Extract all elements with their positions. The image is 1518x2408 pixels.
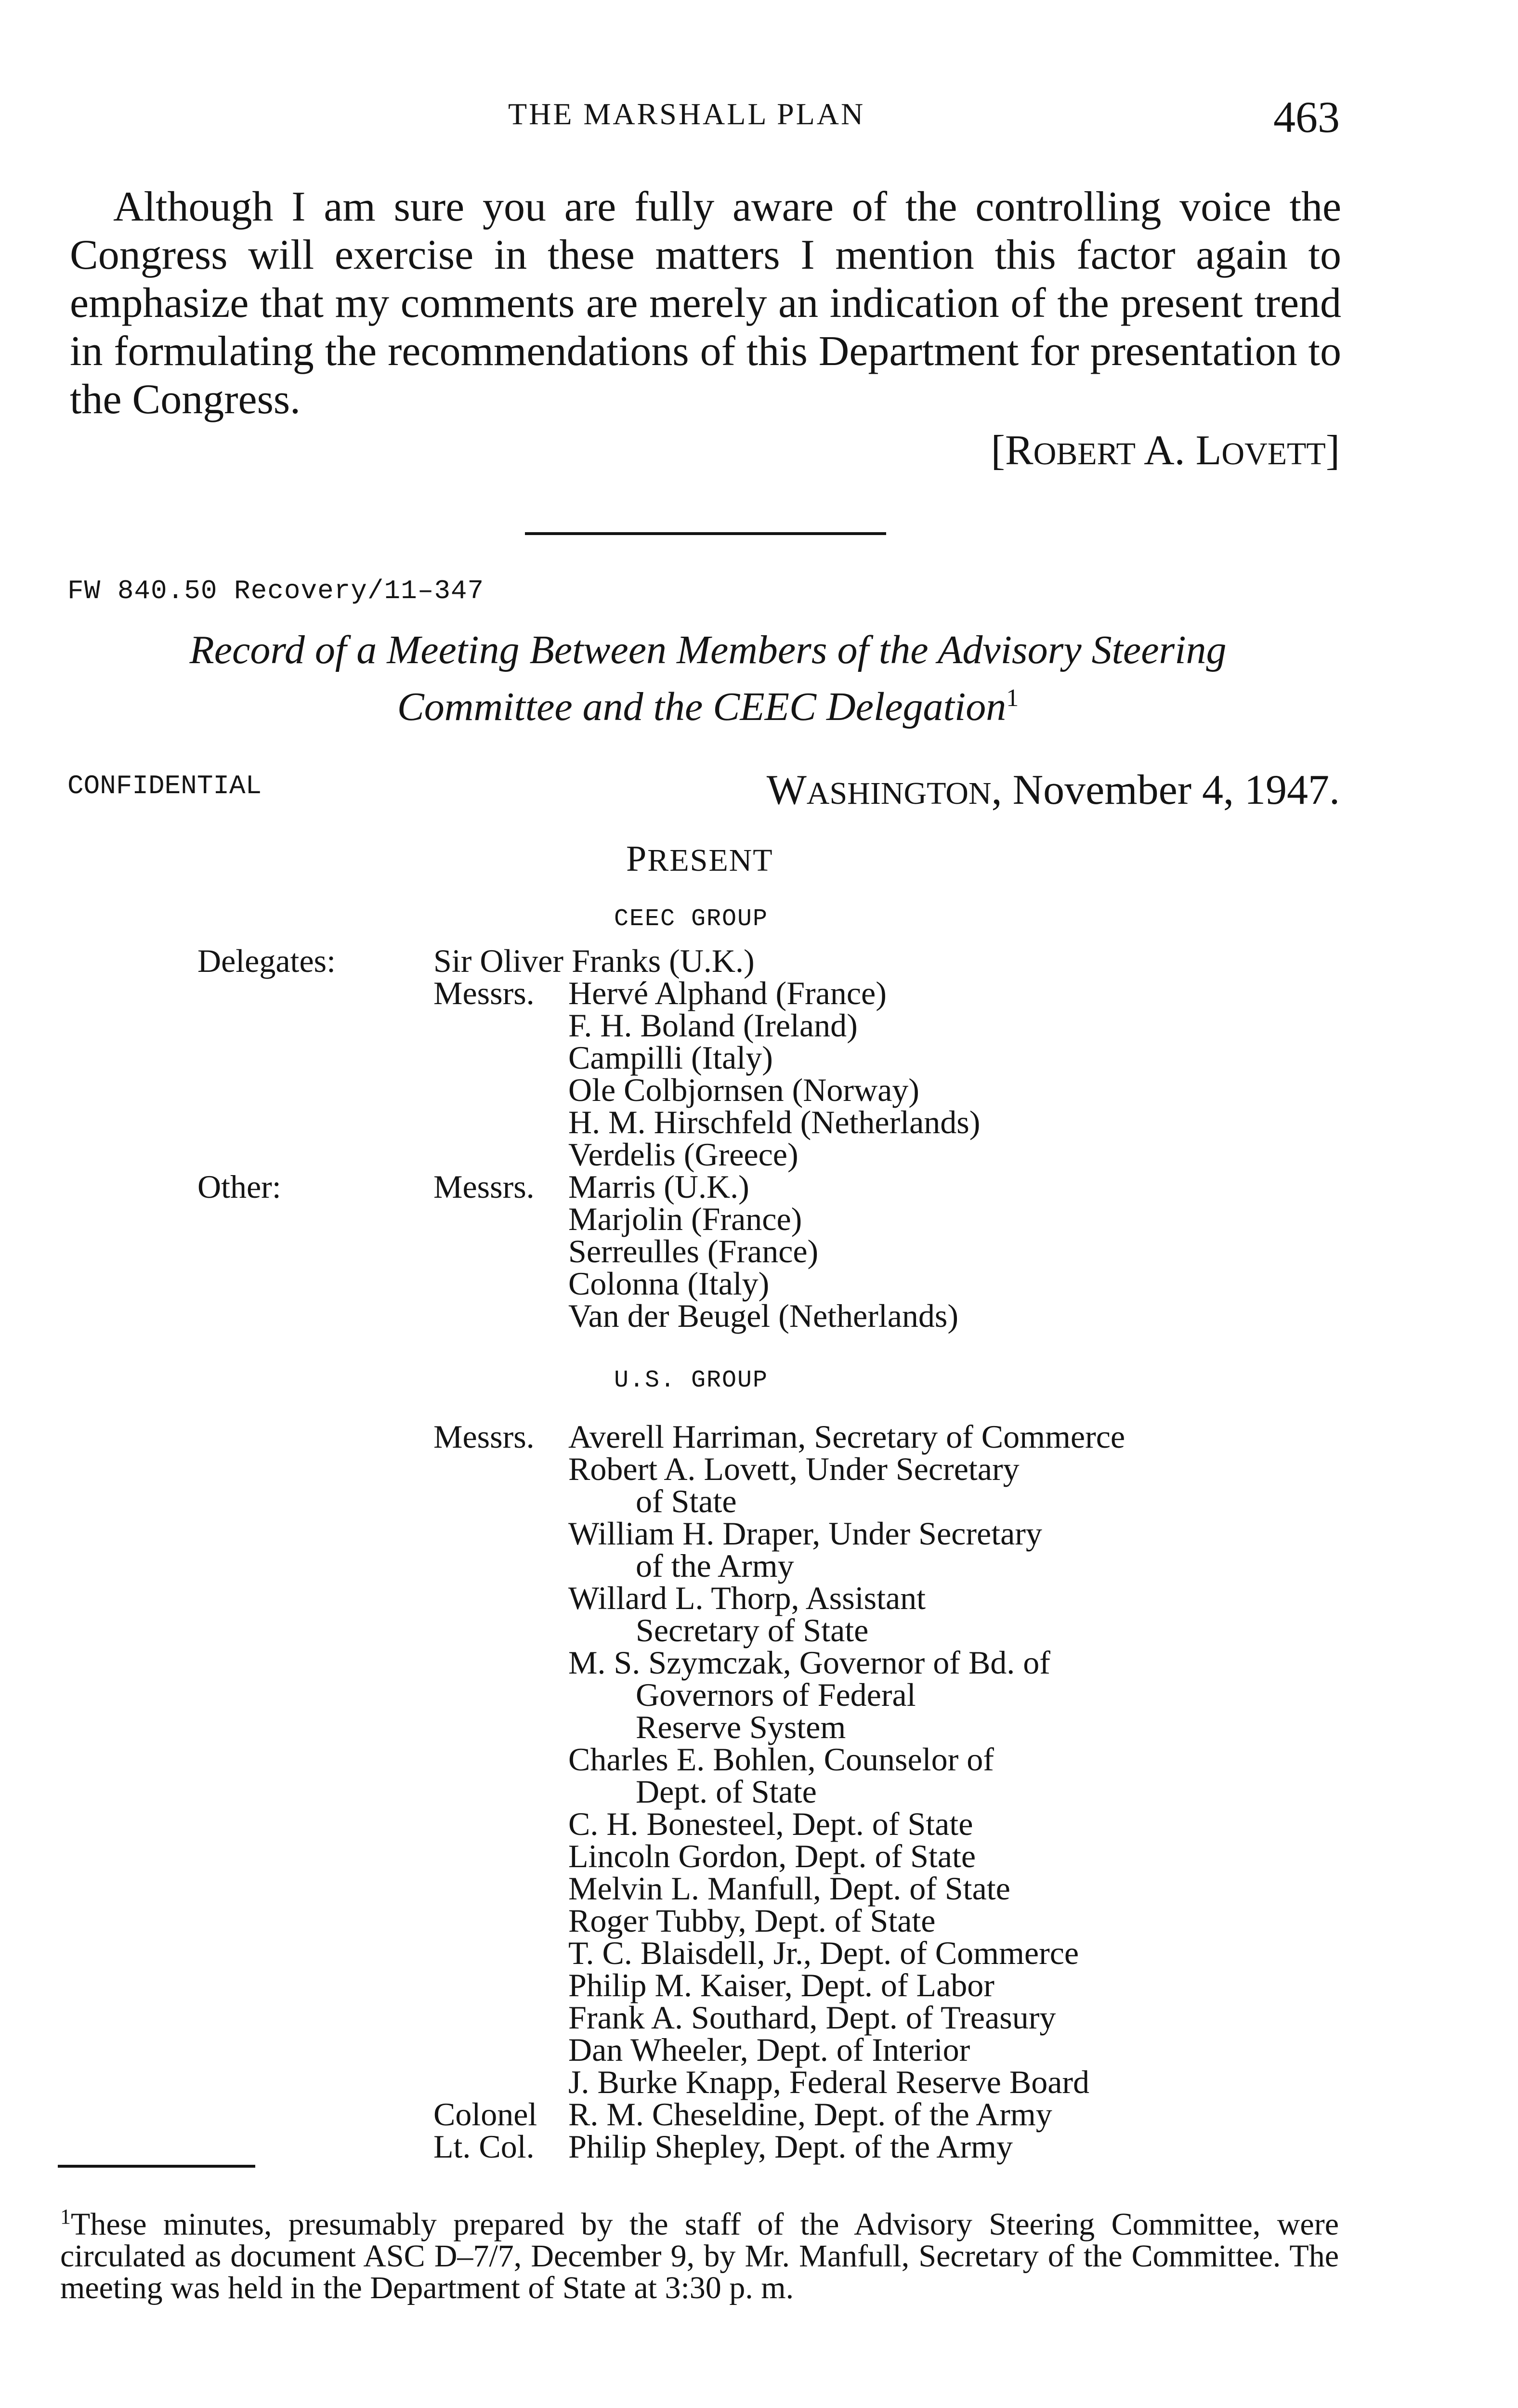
attendee-name: M. S. Szymczak, Governor of Bd. of — [568, 1644, 1050, 1681]
attendee-name: William H. Draper, Under Secretary — [568, 1515, 1042, 1552]
letter-paragraph: Although I am sure you are fully aware of the controlling voice the Congress will exercise in these matters I mention this factor again to emphasize that my comments are merely an indication of the present trend in formulating the recommendations of this Department for presentation to the Congress. — [70, 183, 1341, 423]
page-number: 463 — [1273, 92, 1340, 142]
attendee-name: Philip Shepley, Dept. of the Army — [568, 2128, 1013, 2165]
place-date — [767, 766, 1340, 814]
attendee-category: Delegates: — [197, 942, 336, 979]
attendee-name: Dept. of State — [636, 1773, 817, 1810]
ceec-group-heading: CEEC GROUP — [614, 905, 769, 933]
signature — [991, 426, 1340, 475]
attendee-name: Willard L. Thorp, Assistant — [568, 1580, 926, 1616]
us-group-heading: U.S. GROUP — [614, 1367, 769, 1394]
attendee-name: Colonna (Italy) — [568, 1265, 770, 1302]
present-smallcaps: RESENT — [647, 843, 773, 878]
footnote — [60, 2201, 1339, 2304]
attendee-title: Colonel — [433, 2096, 537, 2133]
attendee-name: Averell Harriman, Secretary of Commerce — [568, 1418, 1125, 1455]
attendee-title: Messrs. — [433, 975, 535, 1011]
attendee-title: Messrs. — [433, 1418, 535, 1455]
attendee-category: Other: — [197, 1168, 281, 1205]
document-title-line-1: Record of a Meeting Between Members of the Advisory Steering — [189, 628, 1227, 672]
attendee-name: R. M. Cheseldine, Dept. of the Army — [568, 2096, 1052, 2133]
signature-middle: A. L — [1135, 427, 1222, 474]
attendee-name: Charles E. Bohlen, Counselor of — [568, 1741, 994, 1778]
attendee-name: Reserve System — [636, 1709, 846, 1745]
signature-open: [R — [991, 427, 1034, 474]
attendee-name: Frank A. Southard, Dept. of Treasury — [568, 1999, 1056, 2036]
attendee-name: J. Burke Knapp, Federal Reserve Board — [568, 2064, 1090, 2100]
signature-close: ] — [1325, 427, 1340, 474]
attendee-name: Governors of Federal — [636, 1676, 916, 1713]
attendee-name: Campilli (Italy) — [568, 1039, 773, 1076]
attendee-title: Sir Oliver Franks (U.K.) — [433, 942, 755, 979]
file-reference: FW 840.50 Recovery/11–347 — [67, 576, 484, 606]
attendee-name: Van der Beugel (Netherlands) — [568, 1297, 959, 1334]
attendee-name: Philip M. Kaiser, Dept. of Labor — [568, 1967, 995, 2003]
present-heading — [626, 838, 773, 880]
document-title — [72, 626, 1344, 731]
attendee-name: Marris (U.K.) — [568, 1168, 749, 1205]
attendee-name: T. C. Blaisdell, Jr., Dept. of Commerce — [568, 1935, 1079, 1971]
attendee-title: Messrs. — [433, 1168, 535, 1205]
signature-last-smallcaps: OVETT — [1221, 436, 1326, 471]
place-initial: W — [766, 767, 807, 813]
attendee-name: Secretary of State — [636, 1612, 869, 1649]
attendee-name: C. H. Bonesteel, Dept. of State — [568, 1806, 973, 1842]
footnote-reference: 1 — [1006, 684, 1019, 712]
section-divider — [525, 532, 886, 535]
attendee-name: Serreulles (France) — [568, 1233, 819, 1269]
present-initial: P — [626, 838, 648, 879]
running-title: THE MARSHALL PLAN — [508, 97, 865, 131]
attendee-name: of State — [636, 1483, 737, 1519]
attendee-name: Dan Wheeler, Dept. of Interior — [568, 2031, 970, 2068]
signature-first-smallcaps: OBERT — [1033, 436, 1136, 471]
classification: CONFIDENTIAL — [67, 771, 262, 801]
attendee-name: Marjolin (France) — [568, 1201, 802, 1237]
attendee-name: H. M. Hirschfeld (Netherlands) — [568, 1104, 981, 1140]
footnote-divider — [58, 2165, 255, 2168]
footnote-text: These minutes, presumably prepared by the staff of the Advisory Steering Committee, were circulated as document ASC D–7/7, December 9, by Mr. Manfull, Secretary of the Committee. The meeting was held in the Department of State at 3:30 p. m. — [60, 2207, 1339, 2305]
document-title-line-2: Committee and the CEEC Delegation — [397, 684, 1007, 729]
attendee-name: Ole Colbjornsen (Norway) — [568, 1072, 919, 1108]
attendee-name: Verdelis (Greece) — [568, 1136, 798, 1173]
attendee-name: Hervé Alphand (France) — [568, 975, 887, 1011]
footnote-marker: 1 — [60, 2205, 71, 2228]
date: , November 4, 1947. — [991, 767, 1340, 813]
attendee-name: F. H. Boland (Ireland) — [568, 1007, 858, 1044]
attendee-name: of the Army — [636, 1547, 794, 1584]
attendee-name: Roger Tubby, Dept. of State — [568, 1902, 936, 1939]
attendee-name: Melvin L. Manfull, Dept. of State — [568, 1870, 1010, 1907]
place-smallcaps: ASHINGTON — [806, 776, 992, 811]
attendee-title: Lt. Col. — [433, 2128, 535, 2165]
attendee-name: Lincoln Gordon, Dept. of State — [568, 1838, 976, 1874]
attendee-name: Robert A. Lovett, Under Secretary — [568, 1451, 1020, 1487]
